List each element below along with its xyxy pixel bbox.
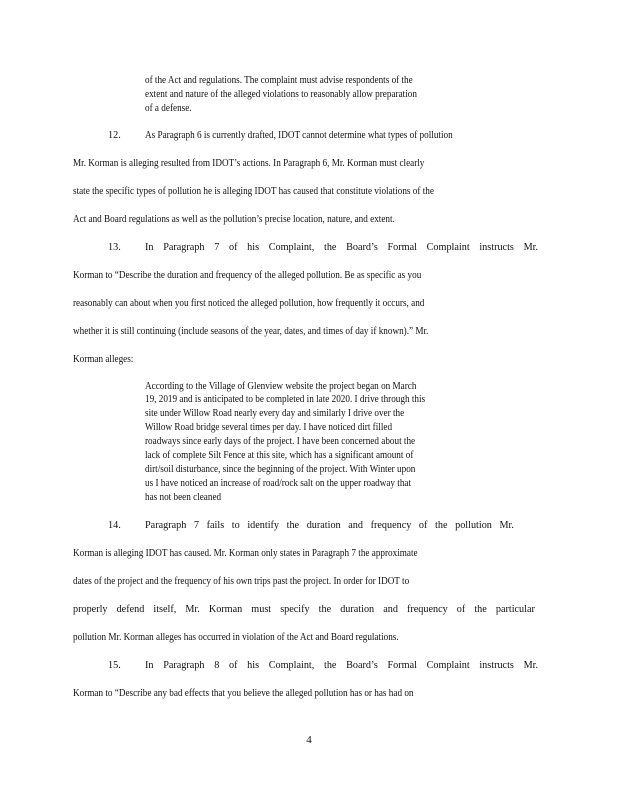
- word: In: [145, 242, 154, 253]
- block-quote-line: According to the Village of Glenview website the project began on March: [145, 381, 417, 392]
- block-quote-line: site under Willow Road nearly every day and similarly I drive over the: [145, 408, 405, 419]
- word: Korman: [208, 604, 243, 615]
- paragraph-line: state the specific types of pollution he is alleging IDOT has caused that constitute violations of the: [73, 186, 434, 197]
- word: Board’s: [346, 242, 378, 253]
- word: Complaint,: [268, 242, 315, 253]
- block-quote-line: extent and nature of the alleged violations to reasonably allow preparation: [145, 89, 417, 100]
- word: 7: [214, 242, 220, 253]
- word: Paragraph: [145, 520, 187, 531]
- word: his: [247, 660, 260, 671]
- word: of: [418, 520, 428, 531]
- word: duration: [340, 604, 375, 615]
- word: the: [474, 604, 487, 615]
- word: and: [383, 604, 398, 615]
- word: frequency: [370, 520, 412, 531]
- paragraph-line: whether it is still continuing (include seasons of the year, dates, and times of day if known).” Mr.: [73, 326, 429, 337]
- word: instructs: [479, 242, 514, 253]
- word: identify: [247, 520, 280, 531]
- word: Mr.: [523, 242, 538, 253]
- paragraph-number: 14.: [108, 520, 121, 531]
- word: Complaint: [426, 242, 470, 253]
- justified-line: [145, 241, 538, 254]
- paragraph-number: 12.: [108, 130, 121, 141]
- block-quote-line: Willow Road bridge several times per day. I have noticed dirt filled: [145, 422, 393, 433]
- paragraph-line: reasonably can about when you first noticed the alleged pollution, how frequently it occurs, and: [73, 298, 425, 309]
- paragraph-line: Korman is alleging IDOT has caused. Mr. Korman only states in Paragraph 7 the approximate: [73, 548, 418, 559]
- block-quote-line: has not been cleaned: [145, 492, 222, 503]
- word: In: [145, 660, 154, 671]
- block-quote-line: us I have noticed an increase of road/rock salt on the upper roadway that: [145, 478, 412, 489]
- paragraph-line: Mr. Korman is alleging resulted from IDOT’s actions. In Paragraph 6, Mr. Korman must clearly: [73, 158, 425, 169]
- word: defend: [116, 604, 145, 615]
- justified-line: [145, 659, 538, 672]
- word: Paragraph: [163, 242, 205, 253]
- word: of: [228, 242, 238, 253]
- paragraph-line: dates of the project and the frequency of his own trips past the project. In order for IDOT to: [73, 576, 410, 587]
- page-number: 4: [306, 734, 312, 746]
- justified-line: [145, 519, 514, 532]
- word: fails: [206, 520, 225, 531]
- word: specify: [280, 604, 310, 615]
- paragraph-line: Korman to “Describe any bad effects that you believe the alleged pollution has or has had on: [73, 688, 414, 699]
- word: itself,: [153, 604, 177, 615]
- word: Formal: [387, 660, 417, 671]
- block-quote-line: dirt/soil disturbance, since the beginning of the project. With Winter upon: [145, 464, 416, 475]
- block-quote-line: of the Act and regulations. The complaint must advise respondents of the: [145, 75, 413, 86]
- word: particular: [495, 604, 535, 615]
- word: and: [348, 520, 363, 531]
- paragraph-line: As Paragraph 6 is currently drafted, IDOT cannot determine what types of pollution: [145, 130, 453, 141]
- word: must: [251, 604, 272, 615]
- word: frequency: [406, 604, 448, 615]
- word: Paragraph: [163, 660, 205, 671]
- word: Board’s: [346, 660, 378, 671]
- word: 8: [214, 660, 220, 671]
- word: 7: [193, 520, 200, 531]
- block-quote-line: lack of complete Silt Fence at this site, which has a significant amount of: [145, 450, 414, 461]
- word: Mr.: [499, 520, 514, 531]
- word: Mr.: [523, 660, 538, 671]
- block-quote-line: 19, 2019 and is anticipated to be completed in late 2020. I drive through this: [145, 394, 426, 405]
- word: of: [228, 660, 238, 671]
- paragraph-number: 15.: [108, 660, 121, 671]
- block-quote-line: roadways since early days of the project. I have been concerned about the: [145, 436, 416, 447]
- word: duration: [306, 520, 341, 531]
- paragraph-number: 13.: [108, 242, 121, 253]
- paragraph-line: pollution Mr. Korman alleges has occurred in violation of the Act and Board regulations.: [73, 632, 399, 643]
- word: Formal: [387, 242, 417, 253]
- word: Mr.: [185, 604, 200, 615]
- block-quote-line: of a defense.: [145, 103, 192, 114]
- word: the: [286, 520, 300, 531]
- word: pollution: [455, 520, 492, 531]
- word: properly: [73, 604, 108, 615]
- word: Complaint,: [268, 660, 315, 671]
- paragraph-line: Korman alleges:: [73, 354, 134, 365]
- word: to: [231, 520, 240, 531]
- word: the: [318, 604, 332, 615]
- paragraph-line: Korman to “Describe the duration and frequency of the alleged pollution. Be as specific as you: [73, 270, 422, 281]
- word: the: [323, 242, 337, 253]
- word: the: [323, 660, 337, 671]
- word: his: [247, 242, 260, 253]
- word: the: [435, 520, 448, 531]
- paragraph-line: Act and Board regulations as well as the pollution’s precise location, nature, and extent.: [73, 214, 395, 225]
- word: of: [456, 604, 466, 615]
- justified-line: [73, 603, 535, 616]
- word: instructs: [479, 660, 514, 671]
- word: Complaint: [426, 660, 470, 671]
